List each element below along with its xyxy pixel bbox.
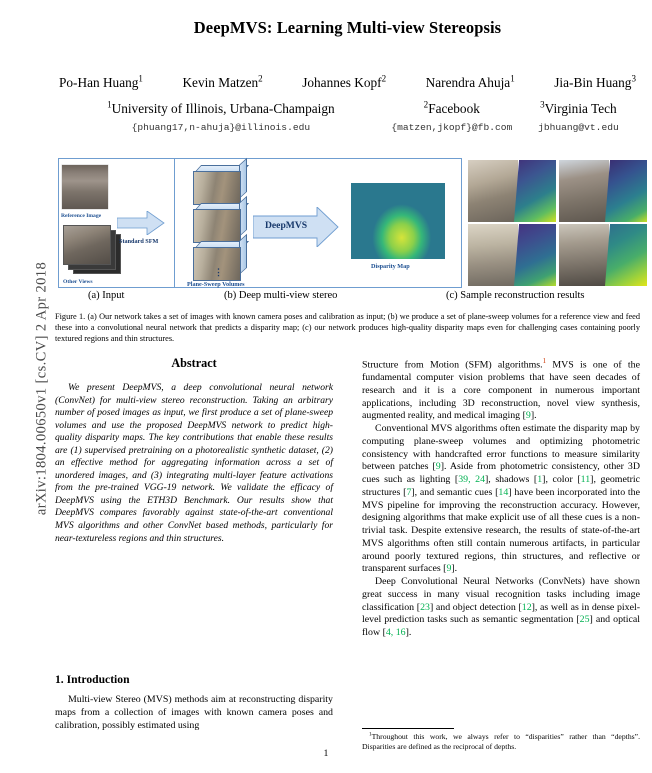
author-0-affil-mark: 1 <box>138 73 143 84</box>
author-4: Jia-Bin Huang$^3$ <box>554 73 636 90</box>
email-2: jbhuang@vt.edu <box>538 122 619 133</box>
footnote-mark: 1 <box>369 731 372 738</box>
footnote-body: Throughout this work, we always refer to “disparities” rather than “depths”. Disparities are defined as the reciprocal of depths. <box>362 732 640 751</box>
footnote-rule <box>362 728 454 729</box>
reference-image-label: Reference Image <box>61 213 102 219</box>
other-views-label: Other Views <box>63 279 93 285</box>
plane-sweep-volumes-label: Plane-Sweep Volumes <box>187 281 245 288</box>
author-3: Narendra Ahuja$^1$ <box>425 73 515 90</box>
affiliation-2: $^3$Virginia Tech <box>540 99 617 116</box>
plane-sweep-volume-1 <box>193 203 245 241</box>
figure-panel-captions <box>58 290 595 304</box>
right-para-1-post: MVS is one of the fundamental computer vision problems that have seen decades of research and it is a core component in numerous important applications, including 3D reconstruction, novel view synthesis, augmented reality, and medical imaging [ <box>362 359 640 422</box>
page-title: DeepMVS: Learning Multi-view Stereopsis <box>193 18 502 37</box>
author-0: Po-Han Huang$^1$ <box>59 73 143 90</box>
disparity-map-image <box>351 183 445 259</box>
author-3-affil-mark: 1 <box>510 73 515 84</box>
figure-label-c: (c) Sample reconstruction results <box>446 290 585 301</box>
figure-panel-input <box>58 158 175 288</box>
result-tile-2 <box>468 224 556 286</box>
reference-image-photo <box>62 165 108 209</box>
result-tile-1 <box>559 160 647 222</box>
standard-sfm-label: Standard SFM <box>119 238 159 245</box>
affiliation-0-mark: 1 <box>107 99 112 110</box>
affiliation-1: $^2$Facebook <box>423 99 480 116</box>
arxiv-stamp: arXiv:1804.00650v1 [cs.CV] 2 Apr 2018 <box>33 261 50 516</box>
right-column <box>362 356 640 732</box>
column-spacer <box>55 545 333 673</box>
left-column <box>55 356 333 732</box>
introduction-paragraph-1: Multi-view Stereo (MVS) methods aim at reconstructing disparity maps from a collection of images with known camera poses and calibration, possibly estimated using <box>55 694 333 731</box>
vertical-ellipsis-icon: ⋮ <box>214 267 223 277</box>
footnote-reference-mark: 1 <box>542 358 547 365</box>
affiliation-1-mark: 2 <box>423 99 429 110</box>
introduction-heading: 1. Introduction <box>55 673 130 687</box>
result-tile-3 <box>559 224 647 286</box>
result-tile-0 <box>468 160 556 222</box>
author-2: Johannes Kopf$^2$ <box>302 73 387 90</box>
email-0: {phuang17,n-ahuja}@illinois.edu <box>131 122 311 133</box>
other-views-stack <box>63 225 119 277</box>
page-number: 1 <box>323 748 329 759</box>
figure-caption <box>55 312 640 344</box>
affiliation-0: $^1$University of Illinois, Urbana-Champaign <box>107 99 335 116</box>
plane-sweep-volume-0 <box>193 165 245 203</box>
affiliation-2-mark: 3 <box>540 99 545 110</box>
author-2-affil-mark: 2 <box>381 73 387 84</box>
figure-label-b: (b) Deep multi-view stereo <box>224 290 338 301</box>
email-1: {matzen,jkopf}@fb.com <box>391 122 513 133</box>
abstract-text: We present DeepMVS, a deep convolutional neural network (ConvNet) for multi-view stereo reconstruction. Taking an arbitrary number of posed images as input, we first produce a set of plane-sweep volumes and use the proposed DeepMVS network to predict high-quality disparity maps. The key contributions that enable these results are (1) supervised pretraining on a photorealistic synthetic dataset, (2) an effective method for aggregating information across a set of unordered images, and (3) integrating multi-layer feature activations from the pre-trained VGG-19 network. We validate the efficacy of DeepMVS using the ETH3D Benchmark. Our results show that DeepMVS compares favorably against state-of-the-art conventional MVS algorithms and other ConvNet based methods, particularly for near-textureless regions and thin structures. <box>55 382 333 544</box>
right-paragraph-1 <box>362 356 640 423</box>
teaser-figure <box>58 158 595 288</box>
abstract-heading: Abstract <box>171 356 217 370</box>
deepmvs-network-label: DeepMVS <box>265 220 308 231</box>
standard-sfm-arrow-icon <box>117 211 165 235</box>
authors-row <box>55 75 640 91</box>
disparity-map-label: Disparity Map <box>371 263 410 270</box>
affiliations-row <box>55 101 640 117</box>
figure-label-a: (a) Input <box>88 290 125 301</box>
author-4-affil-mark: 3 <box>631 73 636 84</box>
right-para-1-end: ]. <box>530 410 537 422</box>
right-paragraph-3: Deep Convolutional Neural Networks (ConvNets) have shown great success in many visual recognition tasks including image classification [23] and object detection [12], as well as in dense pixel-level prediction tasks such as semantic segmentation [25] and optical flow [4, 16]. <box>362 576 641 639</box>
right-para-1-pre: Structure from Motion (SFM) algorithms. <box>362 359 543 371</box>
author-1: Kevin Matzen$^2$ <box>182 73 263 90</box>
body-columns <box>55 356 640 732</box>
figure-panel-deep-mvs <box>175 158 462 288</box>
emails-row <box>55 122 640 133</box>
figure-caption-prefix: Figure 1. <box>55 312 86 321</box>
right-paragraph-2: Conventional MVS algorithms often estimate the disparity map by computing plane-sweep volumes and optimizing photometric consistency with handcrafted error functions to measure similarity between patches [9]. Aside from photometric consistency, other 3D cues such as lighting [39, 24], shadows [1], color [11], geometric structures [7], and semantic cues [14] have been incorporated into the MVS pipeline for improving the reconstruction accuracy. However, designing algorithms that make explicit use of all these cues is a non-trivial task. Despite extensive research, the results of state-of-the-art MVS algorithms often still contain numerous artifacts, in particular around poorly textured regions, thin structures, and reflective or transparent surfaces [9]. <box>362 423 640 575</box>
figure-panel-results <box>468 158 652 288</box>
figure-caption-text: (a) Our network takes a set of images with known camera poses and calibration as input; (b) we produce a set of plane-sweep volumes for a reference view and feed these into a convolutional neural network that predicts a disparity map; (c) our network produces high-quality disparity maps even for challenging cases containing poorly textured regions and thin structures. <box>55 312 640 343</box>
author-1-affil-mark: 2 <box>258 73 263 84</box>
citation-9[interactable]: 9 <box>525 410 531 422</box>
